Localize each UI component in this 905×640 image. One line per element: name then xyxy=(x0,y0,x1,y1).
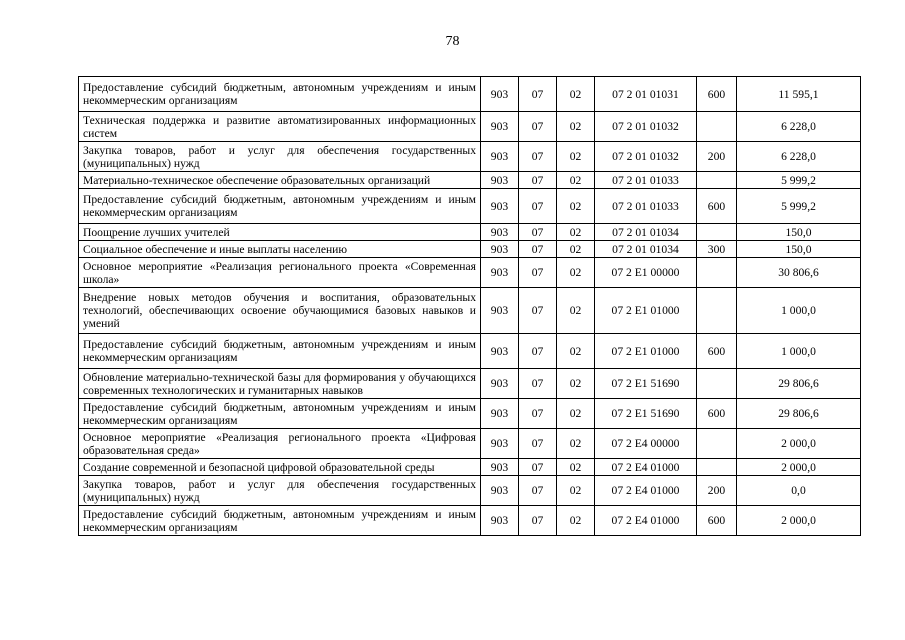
cell-name: Закупка товаров, работ и услуг для обеспечения государственных (муниципальных) нужд xyxy=(79,142,481,172)
table-row xyxy=(79,334,861,369)
cell-target-article: 07 2 01 01031 xyxy=(595,77,697,112)
cell-expense-type: 600 xyxy=(697,334,737,369)
table-row xyxy=(79,224,861,241)
cell-section: 07 xyxy=(519,369,557,399)
cell-ministry-code: 903 xyxy=(481,189,519,224)
budget-table xyxy=(78,76,861,536)
table-row xyxy=(79,399,861,429)
cell-target-article: 07 2 E4 01000 xyxy=(595,459,697,476)
cell-section: 07 xyxy=(519,476,557,506)
cell-subsection: 02 xyxy=(557,241,595,258)
table-row xyxy=(79,172,861,189)
table-row xyxy=(79,77,861,112)
cell-expense-type xyxy=(697,429,737,459)
cell-ministry-code: 903 xyxy=(481,506,519,536)
cell-subsection: 02 xyxy=(557,288,595,334)
cell-amount: 150,0 xyxy=(737,241,861,258)
cell-amount: 6 228,0 xyxy=(737,142,861,172)
cell-amount: 5 999,2 xyxy=(737,189,861,224)
cell-amount: 30 806,6 xyxy=(737,258,861,288)
cell-name: Предоставление субсидий бюджетным, автономным учреждениям и иным некоммерческим организациям xyxy=(79,399,481,429)
cell-expense-type xyxy=(697,369,737,399)
cell-subsection: 02 xyxy=(557,506,595,536)
table-row xyxy=(79,459,861,476)
cell-target-article: 07 2 01 01034 xyxy=(595,224,697,241)
cell-subsection: 02 xyxy=(557,142,595,172)
table-row xyxy=(79,429,861,459)
table-row xyxy=(79,288,861,334)
cell-section: 07 xyxy=(519,429,557,459)
cell-subsection: 02 xyxy=(557,224,595,241)
cell-name: Материально-техническое обеспечение образовательных организаций xyxy=(79,172,481,189)
cell-section: 07 xyxy=(519,399,557,429)
cell-ministry-code: 903 xyxy=(481,112,519,142)
cell-ministry-code: 903 xyxy=(481,172,519,189)
cell-ministry-code: 903 xyxy=(481,369,519,399)
cell-expense-type xyxy=(697,112,737,142)
cell-name: Поощрение лучших учителей xyxy=(79,224,481,241)
cell-subsection: 02 xyxy=(557,459,595,476)
cell-target-article: 07 2 E1 00000 xyxy=(595,258,697,288)
cell-subsection: 02 xyxy=(557,77,595,112)
cell-amount: 11 595,1 xyxy=(737,77,861,112)
cell-amount: 0,0 xyxy=(737,476,861,506)
cell-name: Основное мероприятие «Реализация регионального проекта «Современная школа» xyxy=(79,258,481,288)
table-row xyxy=(79,189,861,224)
cell-target-article: 07 2 01 01033 xyxy=(595,172,697,189)
cell-ministry-code: 903 xyxy=(481,241,519,258)
cell-amount: 29 806,6 xyxy=(737,399,861,429)
cell-section: 07 xyxy=(519,288,557,334)
cell-name: Создание современной и безопасной цифровой образовательной среды xyxy=(79,459,481,476)
cell-subsection: 02 xyxy=(557,476,595,506)
cell-amount: 1 000,0 xyxy=(737,288,861,334)
cell-subsection: 02 xyxy=(557,258,595,288)
cell-ministry-code: 903 xyxy=(481,258,519,288)
cell-ministry-code: 903 xyxy=(481,334,519,369)
cell-expense-type xyxy=(697,224,737,241)
cell-name: Предоставление субсидий бюджетным, автономным учреждениям и иным некоммерческим организациям xyxy=(79,334,481,369)
cell-ministry-code: 903 xyxy=(481,476,519,506)
cell-target-article: 07 2 01 01034 xyxy=(595,241,697,258)
cell-ministry-code: 903 xyxy=(481,288,519,334)
cell-name: Социальное обеспечение и иные выплаты населению xyxy=(79,241,481,258)
cell-name: Предоставление субсидий бюджетным, автономным учреждениям и иным некоммерческим организациям xyxy=(79,77,481,112)
cell-expense-type: 600 xyxy=(697,77,737,112)
cell-section: 07 xyxy=(519,506,557,536)
cell-expense-type xyxy=(697,258,737,288)
cell-amount: 1 000,0 xyxy=(737,334,861,369)
cell-name: Обновление материально-технической базы для формирования у обучающихся современных технологических и гуманитарных навыков xyxy=(79,369,481,399)
cell-section: 07 xyxy=(519,189,557,224)
cell-target-article: 07 2 E1 51690 xyxy=(595,369,697,399)
cell-ministry-code: 903 xyxy=(481,224,519,241)
cell-section: 07 xyxy=(519,334,557,369)
cell-expense-type xyxy=(697,288,737,334)
cell-section: 07 xyxy=(519,459,557,476)
cell-section: 07 xyxy=(519,77,557,112)
cell-ministry-code: 903 xyxy=(481,77,519,112)
cell-subsection: 02 xyxy=(557,369,595,399)
cell-target-article: 07 2 E1 51690 xyxy=(595,399,697,429)
cell-subsection: 02 xyxy=(557,172,595,189)
table-row xyxy=(79,476,861,506)
budget-table-body xyxy=(79,77,861,536)
cell-section: 07 xyxy=(519,224,557,241)
cell-target-article: 07 2 01 01032 xyxy=(595,112,697,142)
cell-subsection: 02 xyxy=(557,189,595,224)
cell-section: 07 xyxy=(519,172,557,189)
cell-name: Внедрение новых методов обучения и воспитания, образовательных технологий, обеспечивающих освоение обучающимися базовых навыков и умений xyxy=(79,288,481,334)
cell-subsection: 02 xyxy=(557,112,595,142)
cell-ministry-code: 903 xyxy=(481,142,519,172)
table-row xyxy=(79,369,861,399)
cell-expense-type xyxy=(697,172,737,189)
cell-section: 07 xyxy=(519,142,557,172)
table-row xyxy=(79,112,861,142)
cell-amount: 5 999,2 xyxy=(737,172,861,189)
cell-expense-type: 300 xyxy=(697,241,737,258)
cell-target-article: 07 2 E4 01000 xyxy=(595,476,697,506)
cell-subsection: 02 xyxy=(557,399,595,429)
cell-name: Техническая поддержка и развитие автоматизированных информационных систем xyxy=(79,112,481,142)
cell-name: Предоставление субсидий бюджетным, автономным учреждениям и иным некоммерческим организациям xyxy=(79,189,481,224)
cell-amount: 6 228,0 xyxy=(737,112,861,142)
cell-expense-type: 600 xyxy=(697,399,737,429)
cell-target-article: 07 2 E4 00000 xyxy=(595,429,697,459)
cell-target-article: 07 2 E4 01000 xyxy=(595,506,697,536)
cell-amount: 150,0 xyxy=(737,224,861,241)
cell-target-article: 07 2 01 01032 xyxy=(595,142,697,172)
cell-subsection: 02 xyxy=(557,334,595,369)
table-row xyxy=(79,142,861,172)
cell-name: Закупка товаров, работ и услуг для обеспечения государственных (муниципальных) нужд xyxy=(79,476,481,506)
cell-section: 07 xyxy=(519,241,557,258)
cell-amount: 2 000,0 xyxy=(737,459,861,476)
cell-amount: 2 000,0 xyxy=(737,429,861,459)
cell-subsection: 02 xyxy=(557,429,595,459)
cell-expense-type: 200 xyxy=(697,142,737,172)
cell-name: Предоставление субсидий бюджетным, автономным учреждениям и иным некоммерческим организациям xyxy=(79,506,481,536)
cell-section: 07 xyxy=(519,112,557,142)
cell-name: Основное мероприятие «Реализация регионального проекта «Цифровая образовательная среда» xyxy=(79,429,481,459)
cell-ministry-code: 903 xyxy=(481,459,519,476)
cell-target-article: 07 2 E1 01000 xyxy=(595,288,697,334)
table-row xyxy=(79,258,861,288)
cell-ministry-code: 903 xyxy=(481,429,519,459)
cell-expense-type: 600 xyxy=(697,189,737,224)
cell-amount: 2 000,0 xyxy=(737,506,861,536)
cell-target-article: 07 2 E1 01000 xyxy=(595,334,697,369)
cell-ministry-code: 903 xyxy=(481,399,519,429)
cell-amount: 29 806,6 xyxy=(737,369,861,399)
cell-expense-type: 600 xyxy=(697,506,737,536)
page-number: 78 xyxy=(445,34,460,49)
table-row xyxy=(79,241,861,258)
cell-section: 07 xyxy=(519,258,557,288)
cell-expense-type: 200 xyxy=(697,476,737,506)
cell-target-article: 07 2 01 01033 xyxy=(595,189,697,224)
cell-expense-type xyxy=(697,459,737,476)
table-row xyxy=(79,506,861,536)
